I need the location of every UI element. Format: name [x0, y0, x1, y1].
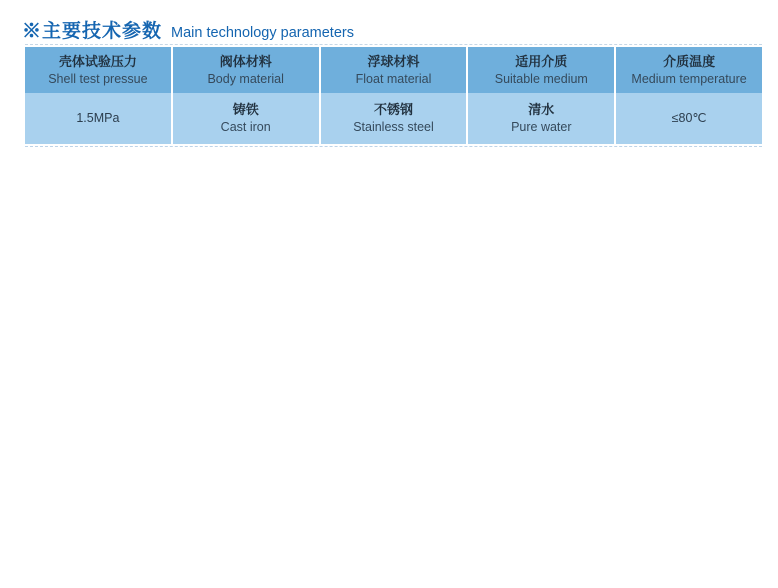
cell-body-material-value	[173, 93, 319, 144]
cell-float-material-value	[321, 93, 467, 144]
header-cell-medium-temperature	[616, 47, 762, 93]
header-cell-float-material	[321, 47, 467, 93]
cell-subvalue: Stainless steel	[353, 120, 434, 135]
header-label-en: Suitable medium	[494, 71, 588, 86]
cell-subvalue: Pure water	[511, 120, 572, 135]
cell-value: 不锈钢	[373, 102, 413, 118]
section-title-chinese: ※主要技术参数	[22, 21, 163, 42]
cell-shell-test-pressure-value	[25, 93, 171, 144]
header-label-zh: 壳体试验压力	[58, 53, 137, 69]
parameters-table	[25, 44, 762, 147]
header-label-en: Body material	[207, 71, 284, 86]
header-cell-body-material	[173, 47, 319, 93]
header-label-zh: 介质温度	[663, 53, 716, 69]
table-data-row	[25, 93, 762, 144]
section-title-english: Main technology parameters	[171, 25, 354, 41]
table-header-row	[25, 47, 762, 93]
cell-suitable-medium-value	[468, 93, 614, 144]
header-cell-shell-test-pressure	[25, 47, 171, 93]
header-cell-suitable-medium	[468, 47, 614, 93]
cell-subvalue: Cast iron	[220, 120, 271, 135]
section-title	[22, 16, 354, 43]
header-label-zh: 浮球材料	[367, 53, 420, 69]
cell-value: 1.5MPa	[76, 110, 120, 125]
cell-value: 清水	[528, 102, 555, 118]
cell-value: ≤80℃	[671, 110, 707, 125]
header-label-zh: 适用介质	[515, 53, 568, 69]
header-label-en: Shell test pressue	[48, 71, 148, 86]
cell-medium-temperature-value	[616, 93, 762, 144]
header-label-en: Medium temperature	[631, 71, 747, 86]
header-label-en: Float material	[355, 71, 432, 86]
header-label-zh: 阀体材料	[219, 53, 272, 69]
cell-value: 铸铁	[232, 102, 259, 118]
